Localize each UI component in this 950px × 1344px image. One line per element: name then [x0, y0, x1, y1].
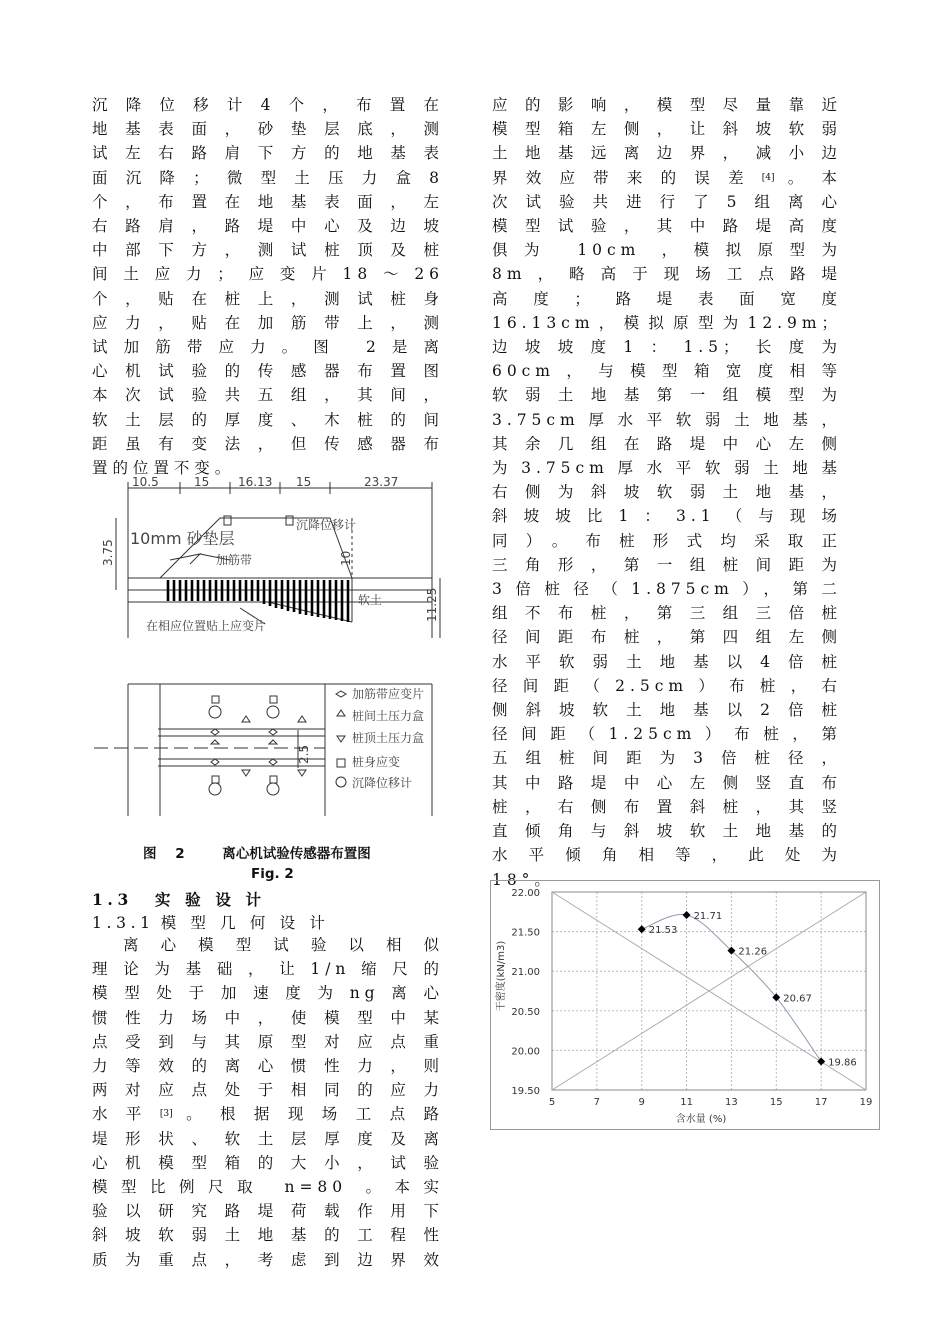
text-line: 模型比例尺取 n=80 。本实 — [92, 1178, 444, 1197]
text-line: 侧斜坡软土地基以2倍桩 — [492, 701, 842, 720]
x-tick-label: 17 — [814, 1097, 828, 1108]
data-label: 21.53 — [648, 925, 678, 937]
text-line: 为3.75cm厚水平软弱土地基 — [492, 459, 842, 478]
text-line: 质为重点，考虑到边界效 — [92, 1250, 444, 1269]
geogrid-label: 加筋带 — [216, 553, 253, 567]
legend-item-5: 沉降位移计 — [352, 776, 413, 790]
y-tick-label: 20.00 — [511, 1046, 540, 1058]
left-dim: 3.75 — [101, 539, 115, 566]
data-label: 21.26 — [738, 946, 768, 958]
text-line: 力等效的离心惯性力，则 — [92, 1057, 444, 1076]
y-tick-label: 21.00 — [511, 967, 540, 979]
text-line: 斜坡坡比1：3.1（与现场 — [492, 507, 842, 526]
x-tick-label: 9 — [638, 1097, 645, 1108]
text-line: 径间距（2.5cm）布桩，右 — [492, 676, 842, 695]
text-line: 3.75cm厚水平软弱土地基， — [492, 410, 842, 429]
text-line: 同）。布桩形式均采取正 — [492, 531, 842, 550]
right-column-paragraph — [492, 93, 842, 892]
text-line: 模型试验，其中路堤高度 — [492, 217, 842, 236]
text-line: 8m，略高于现场工点路堤 — [492, 265, 842, 284]
text-line: 距虽有变法，但传感器布 — [92, 434, 444, 453]
text-line: 沉降位移计4个，布置在 — [92, 96, 444, 114]
text-line: 高度；路堤表面宽度 — [492, 289, 842, 308]
text-line: 直倾角与斜坡软土地基的 — [492, 822, 842, 841]
text-line: 应的影响，模型尽量靠近 — [492, 96, 842, 114]
left-column-paragraph — [92, 93, 444, 480]
text-line: 径间距布桩，第四组左侧 — [492, 628, 842, 647]
y-tick-label: 21.50 — [511, 927, 540, 939]
text-line: 水平倾角相等，此处为 — [492, 846, 842, 865]
legend-item-2: 桩间土压力盒 — [352, 709, 425, 723]
plan-dim: 2.5 — [297, 744, 311, 764]
text-line: 两对应点处于相同的应力 — [92, 1081, 444, 1100]
text-line: 间土应力；应变片18～26 — [92, 265, 444, 284]
x-tick-label: 13 — [725, 1097, 738, 1108]
data-label: 21.71 — [693, 910, 723, 922]
dim-1: 10.5 — [132, 475, 159, 489]
section-heading — [92, 888, 266, 910]
text-line: 模型处于加速度为ng离心 — [92, 984, 444, 1003]
text-line: 水平[3]。根据现场工点路 — [92, 1105, 445, 1124]
text-line: 理论为基础，让1/n缩尺的 — [92, 960, 444, 979]
text-line: 面沉降；微型土压力盒8 — [92, 168, 444, 187]
text-line: 次试验共进行了5组离心 — [492, 192, 842, 211]
text-line: 惯性力场中，使模型中某 — [92, 1008, 444, 1027]
text-line: 土地基远离边界，减小边 — [492, 144, 842, 163]
soft-soil-label: 软土 — [358, 593, 383, 607]
legend-item-3: 桩顶土压力盒 — [352, 731, 425, 745]
dim-3: 16.13 — [238, 475, 273, 489]
y-axis-label: 干密度(kN/m3) — [496, 940, 507, 1012]
x-tick-label: 19 — [859, 1097, 873, 1108]
center-dim: 10 — [339, 550, 353, 566]
text-line: 边坡坡度1：1.5；长度为 — [492, 338, 842, 357]
figure-2-caption-en: Fig. 2 — [251, 866, 294, 882]
sand-label: 10mm 砂垫层 — [130, 529, 235, 548]
text-line: 点受到与其原型对应点重 — [92, 1032, 444, 1051]
y-tick-label: 20.50 — [511, 1006, 540, 1018]
left-column-continued — [92, 933, 444, 1272]
text-line: 地基表面，砂垫层底，测 — [92, 120, 444, 139]
subsection-number: 1.3.1 — [92, 914, 155, 932]
data-point — [683, 911, 691, 919]
data-label: 20.67 — [783, 993, 812, 1005]
text-line: 其余几组在路堤中心左侧 — [492, 434, 842, 453]
section-title: 实 验 设 计 — [154, 890, 266, 909]
text-line: 试左右路肩下方的地基表 — [92, 144, 444, 163]
section-number: 1.3 — [92, 890, 133, 909]
text-line: 16.13cm，模拟原型为12.9m； — [492, 313, 842, 332]
text-line: 心机模型箱的大小，试验 — [92, 1153, 444, 1172]
text-line: 离心模型试验以相似 — [123, 936, 444, 954]
legend-item-4: 桩身应变 — [352, 755, 401, 769]
text-line: 本次试验共五组，其间， — [92, 386, 444, 405]
text-line: 斜坡软弱土地基的工程性 — [92, 1226, 444, 1245]
text-line: 软土层的厚度、木桩的间 — [92, 410, 444, 429]
text-line: 俱为 10cm ，模拟原型为 — [492, 241, 842, 260]
text-line: 模型箱左侧，让斜坡软弱 — [492, 120, 842, 139]
subsection-title: 模 型 几 何 设 计 — [160, 914, 330, 932]
text-line: 置的位置不变。 — [92, 459, 236, 478]
x-axis-label: 含水量 (%) — [675, 1114, 727, 1125]
y-tick-label: 22.00 — [511, 888, 540, 899]
dim-2: 15 — [194, 475, 210, 489]
text-line: 60cm，与模型箱宽度相等 — [492, 362, 842, 381]
text-line: 三角形，第一组桩间距为 — [492, 555, 842, 574]
text-line: 软弱土地基第一组模型为 — [492, 386, 842, 405]
strain-note-label: 在相应位置贴上应变片 — [146, 619, 267, 633]
figure-2-diagram — [90, 474, 460, 834]
text-line: 试加筋带应力。图 2是离 — [92, 338, 444, 357]
data-label: 19.86 — [828, 1057, 857, 1069]
text-line: 五组桩间距为3倍桩径， — [492, 749, 842, 768]
text-line: 组不布桩，第三组三倍桩 — [492, 604, 842, 623]
text-line: 界效应带来的误差[4]。本 — [492, 168, 842, 187]
text-line: 3倍桩径（1.875cm），第二 — [492, 580, 842, 599]
text-line: 应力，贴在加筋带上，测 — [92, 313, 444, 332]
x-tick-label: 11 — [680, 1097, 693, 1108]
text-line: 18°。 — [492, 870, 555, 889]
dim-5: 23.37 — [364, 475, 399, 489]
text-line: 桩，右侧布置斜桩，其竖 — [492, 797, 842, 816]
dim-4: 15 — [296, 475, 312, 489]
text-line: 其中路堤中心左侧竖直布 — [492, 773, 842, 792]
text-line: 心机试验的传感器布置图 — [92, 362, 444, 381]
text-line: 个，布置在地基表面，左 — [92, 192, 444, 211]
text-line: 堤形状、软土层厚度及离 — [92, 1129, 444, 1148]
x-tick-label: 7 — [593, 1097, 601, 1108]
x-tick-label: 5 — [548, 1097, 556, 1108]
subsection-heading — [92, 911, 330, 933]
figure-2-caption: 图 2 离心机试验传感器布置图 — [143, 846, 371, 862]
y-tick-label: 19.50 — [511, 1086, 540, 1097]
density-moisture-chart — [490, 880, 880, 1130]
gauge-label: 沉降位移计 — [296, 518, 357, 532]
text-line: 右路肩，路堤中心及边坡 — [92, 217, 444, 236]
text-line: 径间距（1.25cm）布桩，第 — [492, 725, 842, 744]
text-line: 个，贴在桩上，测试桩身 — [92, 289, 444, 308]
data-point — [817, 1057, 825, 1065]
legend-item-1: 加筋带应变片 — [352, 687, 425, 701]
x-tick-label: 15 — [769, 1097, 783, 1108]
text-line: 验以研究路堤荷载作用下 — [92, 1202, 444, 1221]
text-line: 右侧为斜坡软弱土地基， — [492, 483, 842, 502]
text-line: 水平软弱土地基以4倍桩 — [492, 652, 842, 671]
text-line: 中部下方，测试桩顶及桩 — [92, 241, 444, 260]
right-dim: 11.25 — [425, 587, 439, 622]
